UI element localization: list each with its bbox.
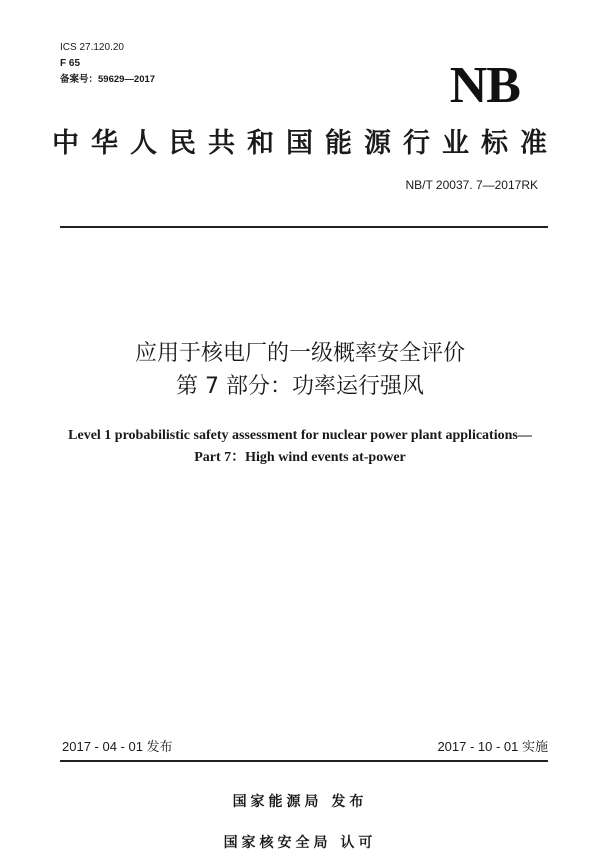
implementation-date: 2017 - 10 - 01 实施 <box>437 739 548 754</box>
title-english-line1: Level 1 probabilistic safety assessment for nuclear power plant applications— <box>68 428 532 443</box>
standard-number: NB/T 20037. 7—2017RK <box>405 178 538 192</box>
standard-organization: 中华人民共和国能源行业标准 <box>52 128 559 159</box>
publisher-line2: 国家核安全局 认可 <box>223 835 377 851</box>
ccs-code: F 65 <box>60 58 81 69</box>
title-chinese-line2: 第 7 部分：功率运行强风 <box>176 374 424 399</box>
record-number: 备案号：59629—2017 <box>60 74 156 85</box>
title-chinese-line1: 应用于核电厂的一级概率安全评价 <box>134 341 465 366</box>
issue-date: 2017 - 04 - 01 发布 <box>62 739 173 754</box>
publisher-line1: 国家能源局 发布 <box>232 794 368 810</box>
nb-logo: NB <box>449 57 520 114</box>
bottom-divider <box>60 760 548 762</box>
top-divider <box>60 226 548 228</box>
ics-code: ICS 27.120.20 <box>60 42 124 53</box>
title-english-line2: Part 7：High wind events at-power <box>194 450 406 465</box>
